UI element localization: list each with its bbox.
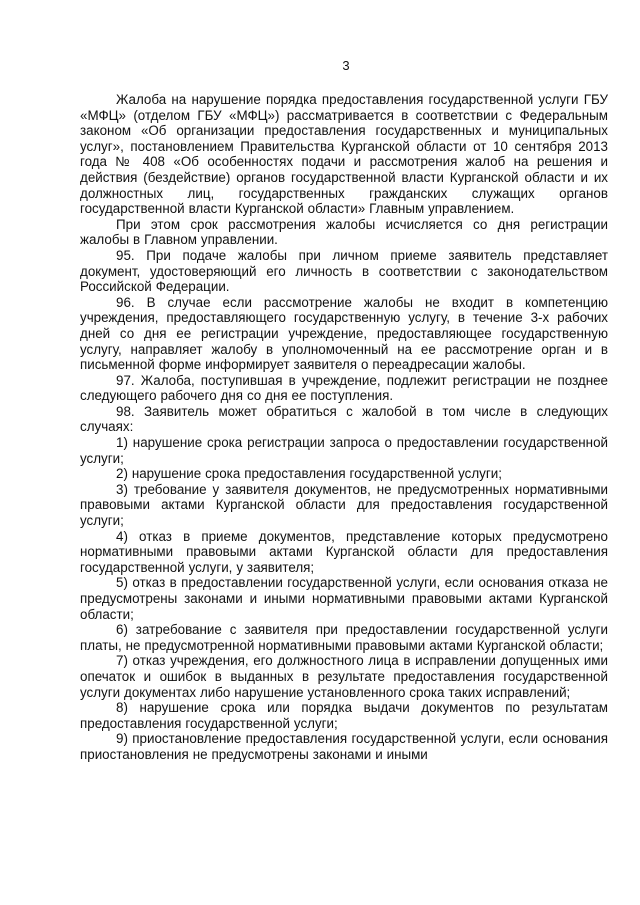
paragraph-95: 95. При подаче жалобы при личном приеме заявитель представляет документ, удостоверяющий его личность в соответствии с законодательством Российской Федерации. — [80, 247, 608, 295]
paragraph-complaint-procedure: Жалоба на нарушение порядка предоставления государственной услуги ГБУ «МФЦ» (отделом ГБУ «МФЦ») рассматривается в соответствии с Федеральным законом «Об организации предоставления государственных и муниципальных услуг», постановлением Правительства Курганской области от 10 сентября 2013 года № 408 «Об особенностях подачи и рассмотрения жалоб на решения и действия (бездействие) органов государственной власти Курганской области и их должностных лиц, государственных гражданских служащих органов государственной власти Курганской области» Главным управлением. — [80, 92, 608, 217]
document-body — [80, 92, 608, 763]
list-item-5: 5) отказ в предоставлении государственной услуги, если основания отказа не предусмотрены законами и иными нормативными правовыми актами Курганской области; — [80, 575, 608, 622]
list-item-7: 7) отказ учреждения, его должностного лица в исправлении допущенных ими опечаток и ошибок в выданных в результате предоставления государственной услуги документах либо нарушение установленного срока таких исправлений; — [80, 653, 608, 700]
list-item-4: 4) отказ в приеме документов, представление которых предусмотрено нормативными правовыми актами Курганской области для предоставления государственной услуги, у заявителя; — [80, 528, 608, 575]
paragraph-review-period: При этом срок рассмотрения жалобы исчисляется со дня регистрации жалобы в Главном управлении. — [80, 216, 608, 248]
paragraph-98: 98. Заявитель может обратиться с жалобой в том числе в следующих случаях: — [80, 403, 608, 435]
list-item-6: 6) затребование с заявителя при предоставлении государственной услуги платы, не предусмотренной нормативными правовыми актами Курганской области; — [80, 622, 608, 653]
page-number: 3 — [342, 58, 350, 73]
list-item-9: 9) приостановление предоставления государственной услуги, если основания приостановления не предусмотрены законами и иными — [80, 731, 608, 762]
list-item-8: 8) нарушение срока или порядка выдачи документов по результатам предоставления государственной услуги; — [80, 700, 608, 731]
list-item-1: 1) нарушение срока регистрации запроса о предоставлении государственной услуги; — [80, 435, 608, 466]
paragraph-97: 97. Жалоба, поступившая в учреждение, подлежит регистрации не позднее следующего рабочего дня со дня ее поступления. — [80, 372, 608, 404]
paragraph-96: 96. В случае если рассмотрение жалобы не входит в компетенцию учреждения, предоставляющего государственную услугу, в течение 3-х рабочих дней со дня ее регистрации учреждение, предоставляющее государственную услугу, направляет жалобу в уполномоченный на ее рассмотрение орган и в письменной форме информирует заявителя о переадресации жалобы. — [80, 294, 608, 373]
list-item-2: 2) нарушение срока предоставления государственной услуги; — [116, 466, 502, 482]
list-item-3: 3) требование у заявителя документов, не предусмотренных нормативными правовыми актами Курганской области для предоставления государственной услуги; — [80, 481, 608, 529]
